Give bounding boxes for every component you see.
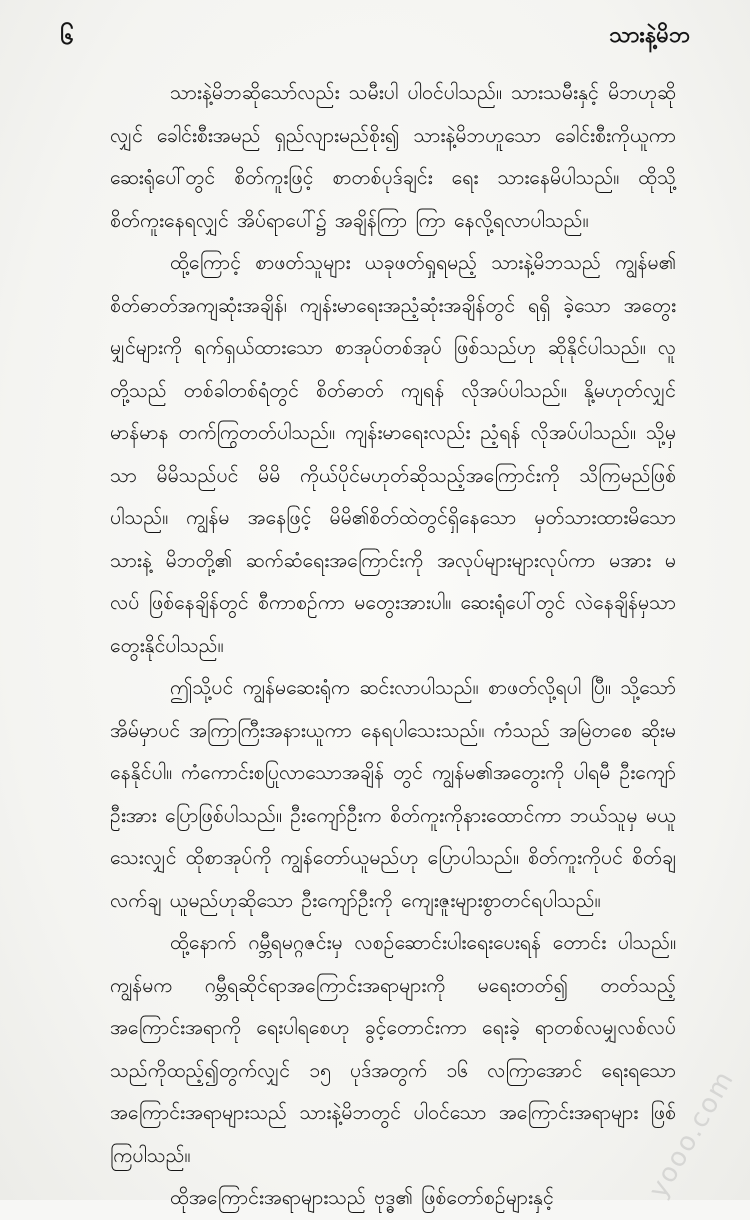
paragraph: ထို့နောက် ဂမ္ဘီရမဂ္ဂဇင်းမှ လစဉ်ဆောင်းပါးရေးပေးရန် တောင်း ပါသည်။ ကျွန်မက ဂမ္ဘီရဆိုင်ရာအကြောင်းအရာများကို မရေးတတ်၍ တတ်သည့်အကြောင်းအရာကို ရေးပါရစေဟု ခွင့်တောင်းကာ ရေးခဲ့ ရာတစ်လမျှလစ်လပ်သည်ကိုထည့်၍တွက်လျှင် ၁၅ ပုဒ်အတွက် ၁၆ လကြာအောင် ရေးရသောအကြောင်းအရာများသည် သားနဲ့မိဘတွင် ပါဝင်သော အကြောင်းအရာများ ဖြစ်ကြပါသည်။ <box>110 931 676 1167</box>
paragraph: သားနဲ့မိဘဆိုသော်လည်း သမီးပါ ပါဝင်ပါသည်။ သားသမီးနှင့် မိဘဟုဆိုလျှင် ခေါင်းစီးအမည် ရှည်လျားမည်စိုး၍ သားနဲ့မိဘဟူသော ခေါင်းစီးကိုယူကာ ဆေးရုံပေါ်တွင် စိတ်ကူးဖြင့် စာတစ်ပုဒ်ချင်း ရေး သားနေမိပါသည်။ ထိုသို့ စိတ်ကူးနေရလျှင် အိပ်ရာပေါ်၌ အချိန်ကြာ ကြာ နေလို့ရလာပါသည်။ <box>110 81 676 232</box>
watermark: yooo.com <box>642 1065 740 1204</box>
paragraph: ထိုအကြောင်းအရာများသည် ဗုဒ္ဓ၏ ဖြစ်တော်စဉ်များနှင့် <box>170 1186 554 1209</box>
paragraph: ဤသို့ပင် ကျွန်မဆေးရုံက ဆင်းလာပါသည်။ စာဖတ်လို့ရပါ ပြီ။ သို့သော် အိမ်မှာပင် အကြာကြီးအနားယူကာ နေရပါသေးသည်။ ကံသည် အမြဲတစေ ဆိုးမနေနိုင်ပါ။ ကံကောင်းစပြုလာသောအချိန် တွင် ကျွန်မ၏အတွေးကို ပါရမီ ဦးကျော်ဦးအား ပြောဖြစ်ပါသည်။ ဦးကျော်ဦးက စိတ်ကူးကိုနားထောင်ကာ ဘယ်သူမှ မယူသေးလျှင် ထိုစာအုပ်ကို ကျွန်တော်ယူမည်ဟု ပြောပါသည်။ စိတ်ကူးကိုပင် စိတ်ချ လက်ချ ယူမည်ဟုဆိုသော ဦးကျော်ဦးကို ကျေးဇူးများစွာတင်ရပါသည်။ <box>110 676 676 912</box>
page-header <box>60 20 690 60</box>
body-text <box>110 72 676 1209</box>
running-title: သားနဲ့မိဘ <box>608 23 690 48</box>
page-number: ၆ <box>60 22 74 50</box>
paragraph: ထို့ကြောင့် စာဖတ်သူများ ယခုဖတ်ရှုရမည့် သားနဲ့မိဘသည် ကျွန်မ၏ စိတ်ဓာတ်အကျဆုံးအချိန်၊ ကျန်းမာရေးအညံ့ဆုံးအချိန်တွင် ရရှိ ခဲ့သော အတွေးမျှင်များကို ရက်ရှယ်ထားသော စာအုပ်တစ်အုပ် ဖြစ်သည်ဟု ဆိုနိုင်ပါသည်။ လူတို့သည် တစ်ခါတစ်ရံတွင် စိတ်ဓာတ် ကျရန် လိုအပ်ပါသည်။ နို့မဟုတ်လျှင် မာန်မာန တက်ကြွတတ်ပါသည်။ ကျန်းမာရေးလည်း ညံ့ရန် လိုအပ်ပါသည်။ သို့မှသာ မိမိသည်ပင် မိမိ ကိုယ်ပိုင်မဟုတ်ဆိုသည့်အကြောင်းကို သိကြမည်ဖြစ်ပါသည်။ ကျွန်မ အနေဖြင့် မိမိ၏စိတ်ထဲတွင်ရှိနေသော မှတ်သားထားမိသော သားနဲ့ မိဘတို့၏ ဆက်ဆံရေးအကြောင်းကို အလုပ်များများလုပ်ကာ မအား မလပ် ဖြစ်နေချိန်တွင် စီကာစဉ်ကာ မတွေးအားပါ။ ဆေးရုံပေါ်တွင် လဲနေချိန်မှသာ တွေးနိုင်ပါသည်။ <box>110 251 676 657</box>
